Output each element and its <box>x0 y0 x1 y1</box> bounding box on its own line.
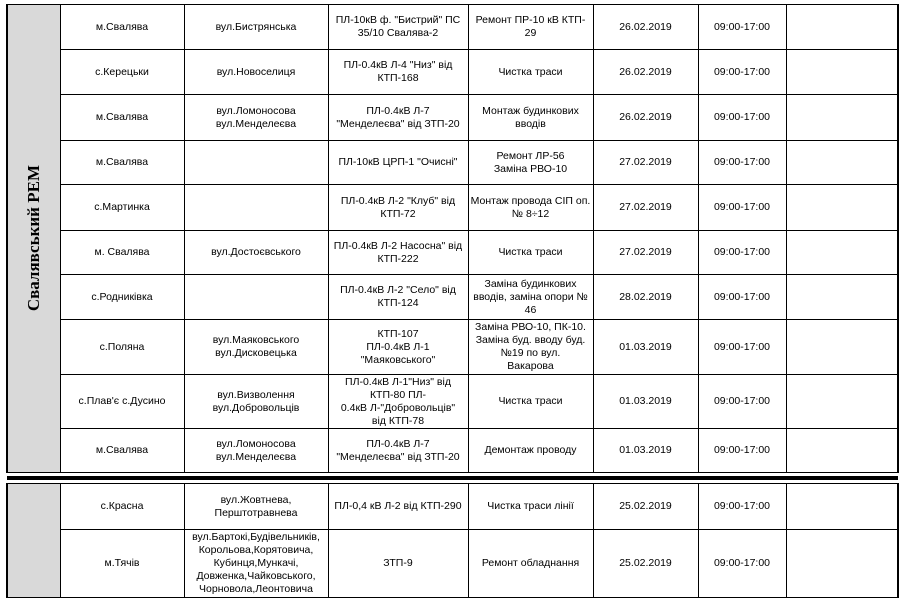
time-cell: 09:00-17:00 <box>698 50 786 95</box>
note-cell <box>786 50 898 95</box>
time-cell: 09:00-17:00 <box>698 429 786 473</box>
text-line: Чистка траси лінії <box>487 500 574 512</box>
text-line: Монтаж будинкових <box>482 104 579 117</box>
streets-cell <box>184 320 328 375</box>
text-line: ПЛ-0.4кВ Л-1 <box>366 340 430 353</box>
text-line: Заміна будинкових <box>484 277 577 290</box>
work-type-cell <box>468 320 593 375</box>
text-line: Ремонт обладнання <box>481 557 580 569</box>
date-cell: 27.02.2019 <box>593 231 698 275</box>
date-cell: 26.02.2019 <box>593 95 698 141</box>
rem-group-next <box>7 484 898 598</box>
work-type-cell <box>468 484 593 530</box>
date-cell: 26.02.2019 <box>593 5 698 50</box>
settlement-cell: м.Свалява <box>60 429 184 473</box>
text-line: Заміна буд. вводу буд. <box>475 334 586 346</box>
text-line: вул.Менделеєва <box>215 117 297 130</box>
text-line: "Маяковського" <box>360 353 436 366</box>
work-type-cell <box>468 185 593 231</box>
power-line-cell <box>328 5 468 50</box>
text-line: вводів <box>515 117 546 130</box>
date-cell: 25.02.2019 <box>593 484 698 530</box>
text-line: 29 <box>524 27 537 39</box>
power-line-cell <box>328 275 468 320</box>
text-line: №19 по вул. <box>500 347 561 359</box>
date-cell: 28.02.2019 <box>593 275 698 320</box>
note-cell <box>786 484 898 530</box>
text-line: вул.Жовтнева, <box>220 493 292 506</box>
time-cell: 09:00-17:00 <box>698 484 786 530</box>
date-cell: 27.02.2019 <box>593 141 698 185</box>
text-line: ПЛ-10кВ ф. "Бистрий" ПС <box>335 14 461 26</box>
streets-cell <box>184 185 328 231</box>
text-line: 0.4кВ Л-"Добровольців" <box>340 401 456 414</box>
text-line: вул.Новоселиця <box>216 65 296 78</box>
power-line-cell <box>328 320 468 375</box>
date-cell: 01.03.2019 <box>593 429 698 473</box>
text-line: Заміна РВО-10, ПК-10. <box>475 321 586 333</box>
time-cell: 09:00-17:00 <box>698 95 786 141</box>
text-line: Вакарова <box>507 360 554 372</box>
note-cell <box>786 5 898 50</box>
date-cell: 01.03.2019 <box>593 320 698 375</box>
schedule-row <box>7 185 898 231</box>
schedule-row <box>7 429 898 473</box>
text-line: 46 <box>524 303 537 316</box>
note-cell <box>786 375 898 429</box>
text-line: вул.Визволення <box>217 388 295 401</box>
time-cell: 09:00-17:00 <box>698 375 786 429</box>
note-cell <box>786 320 898 375</box>
text-line: вул.Ломоносова <box>216 104 296 117</box>
text-line: КТП-72 <box>380 207 416 220</box>
text-line: вул.Добровольців <box>212 401 300 414</box>
streets-cell <box>184 50 328 95</box>
text-line: від КТП-78 <box>371 414 425 427</box>
work-type-cell <box>468 275 593 320</box>
text-line: "Менделеєва" від ЗТП-20 <box>336 450 460 463</box>
text-line: ПЛ-0,4 кВ Л-2 від КТП-290 <box>334 500 462 512</box>
streets-cell <box>184 231 328 275</box>
schedule-row <box>7 530 898 598</box>
text-line: вул.Достоєвського <box>211 246 301 258</box>
power-line-cell <box>328 429 468 473</box>
settlement-cell: с.Керецьки <box>60 50 184 95</box>
work-type-cell <box>468 5 593 50</box>
power-line-cell <box>328 50 468 95</box>
outage-schedule <box>6 4 897 598</box>
text-line: Демонтаж проводу <box>484 444 577 456</box>
streets-cell <box>184 275 328 320</box>
text-line: Монтаж провода СІП оп. <box>470 194 591 207</box>
work-type-cell <box>468 50 593 95</box>
text-line: КТП-168 <box>377 72 419 84</box>
streets-cell <box>184 484 328 530</box>
note-cell <box>786 95 898 141</box>
text-line: вул.Бартокі,Будівельників, <box>192 531 320 543</box>
date-cell: 27.02.2019 <box>593 185 698 231</box>
time-cell: 09:00-17:00 <box>698 5 786 50</box>
text-line: КТП-222 <box>377 252 419 265</box>
work-type-cell <box>468 95 593 141</box>
schedule-row <box>7 375 898 429</box>
work-type-cell <box>468 429 593 473</box>
settlement-cell: м.Свалява <box>60 141 184 185</box>
streets-cell <box>184 530 328 598</box>
power-line-cell <box>328 95 468 141</box>
text-line: Кубинця,Мункачі, <box>213 557 299 569</box>
text-line: "Менделеєва" від ЗТП-20 <box>336 117 460 130</box>
power-line-cell <box>328 530 468 598</box>
schedule-row <box>7 484 898 530</box>
settlement-cell: с.Красна <box>60 484 184 530</box>
note-cell <box>786 275 898 320</box>
text-line: Перштотравнева <box>214 506 298 519</box>
text-line: КТП-124 <box>377 297 419 309</box>
group-separator <box>7 473 898 484</box>
text-line: № 8÷12 <box>511 207 550 220</box>
text-line: Довженка,Чайковського, <box>196 570 316 582</box>
streets-cell <box>184 141 328 185</box>
time-cell: 09:00-17:00 <box>698 275 786 320</box>
rem-name-cell <box>7 5 60 473</box>
text-line: Ремонт ЛР-56 <box>496 149 565 162</box>
text-line: ПЛ-0.4кВ Л-1"Низ" від <box>345 375 451 388</box>
settlement-cell: м.Свалява <box>60 95 184 141</box>
settlement-cell: м. Свалява <box>60 231 184 275</box>
schedule-row <box>7 5 898 50</box>
time-cell: 09:00-17:00 <box>698 530 786 598</box>
schedule-row <box>7 275 898 320</box>
text-line: КТП-80 ПЛ- <box>369 388 427 401</box>
power-line-cell <box>328 185 468 231</box>
streets-cell <box>184 375 328 429</box>
settlement-cell: с.Родниківка <box>60 275 184 320</box>
schedule-row <box>7 95 898 141</box>
text-line: ПЛ-0.4кВ Л-7 <box>366 437 430 450</box>
text-line: ПЛ-0.4кВ Л-7 <box>366 104 430 117</box>
text-line: Чистка траси <box>498 65 563 78</box>
time-cell: 09:00-17:00 <box>698 185 786 231</box>
text-line: вводів, заміна опори № <box>473 290 588 303</box>
work-type-cell <box>468 141 593 185</box>
streets-cell <box>184 429 328 473</box>
streets-cell <box>184 95 328 141</box>
text-line: вул.Дисковецька <box>215 347 297 359</box>
text-line: вул.Маяковського <box>212 334 300 346</box>
work-type-cell <box>468 530 593 598</box>
text-line: ПЛ-0.4кВ Л-4 "Низ" від <box>343 59 453 71</box>
text-line: ПЛ-0.4кВ Л-2 "Село" від <box>340 284 456 296</box>
settlement-cell: с.Поляна <box>60 320 184 375</box>
schedule-table <box>6 4 899 598</box>
note-cell <box>786 429 898 473</box>
settlement-cell: м.Тячів <box>60 530 184 598</box>
text-line: Чистка траси <box>498 246 563 258</box>
schedule-row <box>7 320 898 375</box>
text-line: КТП-107 <box>377 327 419 340</box>
text-line: вул.Бистрянська <box>215 20 297 33</box>
text-line: Чорновола,Леонтовича <box>199 583 313 595</box>
note-cell <box>786 231 898 275</box>
text-line: ПЛ-10кВ ЦРП-1 "Очисні" <box>338 156 458 168</box>
power-line-cell <box>328 375 468 429</box>
note-cell <box>786 185 898 231</box>
text-line: Заміна РВО-10 <box>493 162 568 175</box>
rem-name-label: Свалявський РЕМ <box>24 165 44 312</box>
time-cell: 09:00-17:00 <box>698 231 786 275</box>
text-line: вул.Ломоносова <box>216 437 296 450</box>
text-line: Ремонт ПР-10 кВ КТП- <box>475 14 586 26</box>
text-line: ПЛ-0.4кВ Л-2 Насосна" від <box>333 239 463 252</box>
text-line: вул.Менделеєва <box>215 450 297 463</box>
rem-group-svaliava <box>7 5 898 473</box>
work-type-cell <box>468 231 593 275</box>
schedule-row <box>7 141 898 185</box>
time-cell: 09:00-17:00 <box>698 141 786 185</box>
work-type-cell <box>468 375 593 429</box>
date-cell: 01.03.2019 <box>593 375 698 429</box>
power-line-cell <box>328 231 468 275</box>
schedule-row <box>7 50 898 95</box>
note-cell <box>786 530 898 598</box>
rem-name-cell <box>7 484 60 598</box>
text-line: ПЛ-0.4кВ Л-2 "Клуб" від <box>340 194 456 207</box>
text-line: Корольова,Корятовича, <box>198 544 314 556</box>
date-cell: 26.02.2019 <box>593 50 698 95</box>
schedule-row <box>7 231 898 275</box>
time-cell: 09:00-17:00 <box>698 320 786 375</box>
text-line: Чистка траси <box>498 395 563 407</box>
text-line: 35/10 Свалява-2 <box>357 27 439 39</box>
settlement-cell: с.Мартинка <box>60 185 184 231</box>
settlement-cell: м.Свалява <box>60 5 184 50</box>
date-cell: 25.02.2019 <box>593 530 698 598</box>
text-line: ЗТП-9 <box>383 557 413 569</box>
power-line-cell <box>328 141 468 185</box>
power-line-cell <box>328 484 468 530</box>
note-cell <box>786 141 898 185</box>
streets-cell <box>184 5 328 50</box>
settlement-cell: с.Плав'є с.Дусино <box>60 375 184 429</box>
